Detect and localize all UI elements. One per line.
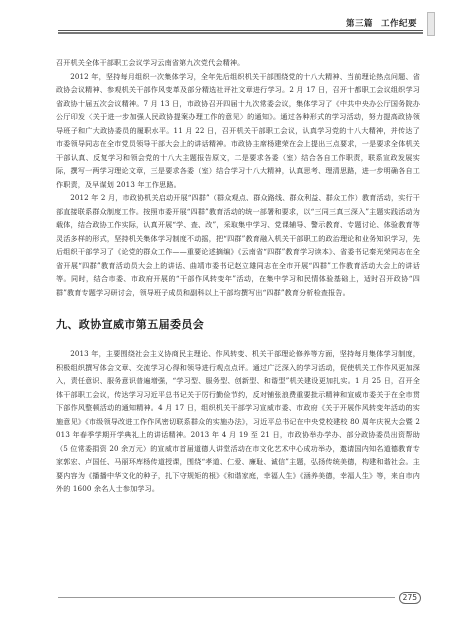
- footer-rule: [58, 597, 395, 598]
- body-paragraph: 2013 年，主要围绕社会主义协商民主理论、作风转变、机关干部理论修养等方面，坚持每月集体学习制度，积极组织撰写体会文章、交流学习心得和领导进行观点点评。通过广泛深入的学习活动，促使机关工作作风更加深入，责任意识、服务意识普遍增强，“学习型、服务型、创新型、和谐型”机关建设更加扎实。1 月 25 日，召开全体干部职工会议，传达学习习近平总书记关于厉行勤俭节约，反对铺张浪费重要批示精神和宣威市委关于在全市贯下部作风整顿活动的通知精神。4 月 17 日，组织机关干部学习宣威市委、市政府《关于开展作风转变年活动的实施意见》《市级领导改进工作作风密切联系群众的实施办法》，习近平总书记在中央党校建校 80 周年庆祝大会暨 2013 年春季学期开学典礼上的讲话精神。2013 年 4 月 19 至 21 日，市政协举办学办、部分政协委员出资帮助（5 位常委捐资 20 余万元）的宣威市首届道德人讲堂活动在市文化艺术中心成功举办，邀请国内知名道德教育专家郭宏、卢国任、马丽环库杨传道授课，围绕“孝道、仁爱、廉耻、诚信”主题，弘扬传统美德，构建和谐社会。主要内容为《播播中华文化的种子，扎下守规矩的根》《和谐家庭，幸福人生》《涵养美德，幸福人生》等，来自市内外的 1600 余名人士参加学习。: [56, 349, 420, 493]
- body-paragraph: 2012 年 2 月，市政协机关启动开展“四群”（群众观点、群众路线、群众利益、群众工作）教育活动，实行干部直接联系群众制度工作。按照市委开展“四群”教育活动的统一部署和要求，以“三同三真三深入”主题实践活动为载体，结合政协工作实际，认真开展“学、查、改”，采取集中学习、党课辅导、警示教育、专题讨论、体验教育等灵活多样的形式，坚持机关集体学习制度不动摇，把“四群”教育融入机关干部职工的政治理论和业务知识学习，先后组织干部学习了《论党的群众工作——重要论述摘编》《云南省“四群”教育学习读本》、省委书记秦光荣同志在全省开展“四群”教育活动员大会上的讲话、曲靖市委书记赵立雄同志在全市开展“四群”工作教育活动大会上的讲话等。同时，结合市委、市政府开展的“干部作风转变年”活动，在集中学习和民情体验基础上，适时召开政协“四群”教育专题学习研讨会，领导班子成员和副科以上干部均撰写出“四群”教育分析检查报告。: [56, 193, 420, 297]
- body-paragraph: 2012 年，坚持每月组织一次集体学习，全年先后组织机关干部围绕党的十八大精神、当前理论热点问题、省政协会议精神、参观机关干部作风变革及部分精选社评社文章进行学习。2 月 17 日，召开十都职工会议组织学习省政协十届五次会议精神。7 月 13 日，市政协召开四届十九次常委会议，集体学习了《中共中央办公厅国务院办公厅印发〈关于进一步加强人民政协提案办理工作的意见〉的通知》。通过各种形式的学习活动，努力提高政协领导班子和广大政协委员的履职水平。11 月 22 日，召开机关干部职工会议，认真学习党的十八大精神，并传达了市委领导同志在全市党员领导干部大会上的讲话精神。市政协主席杨建荣在会上提出三点要求，一是要求全体机关干部认真、反复学习和领会党的十八大主题报告原文，二是要求各委（室）结合各自工作职责，联系宣政发展实际，撰写一两学习理论文章，三是要求各委（室）结合学习十八大精神，认真思考、理清思路，进一步明确各自工作职责，及早谋划 2013 年工作思路。: [56, 71, 420, 189]
- page-header: [0, 0, 475, 34]
- page-body: [56, 56, 420, 496]
- header-section: 第三篇: [345, 19, 373, 29]
- page-tab-mark: [427, 12, 435, 36]
- header-title: 工作纪要: [380, 19, 417, 29]
- header-rule-thick: [58, 32, 423, 34]
- page-number: 275: [399, 592, 421, 604]
- running-header: [346, 17, 417, 29]
- section-heading: 九、政协宣威市第五届委员会: [56, 318, 205, 331]
- header-rule-thin: [58, 30, 423, 31]
- body-paragraph: 召开机关全体干部职工会议学习云南省第九次党代会精神。: [56, 58, 245, 67]
